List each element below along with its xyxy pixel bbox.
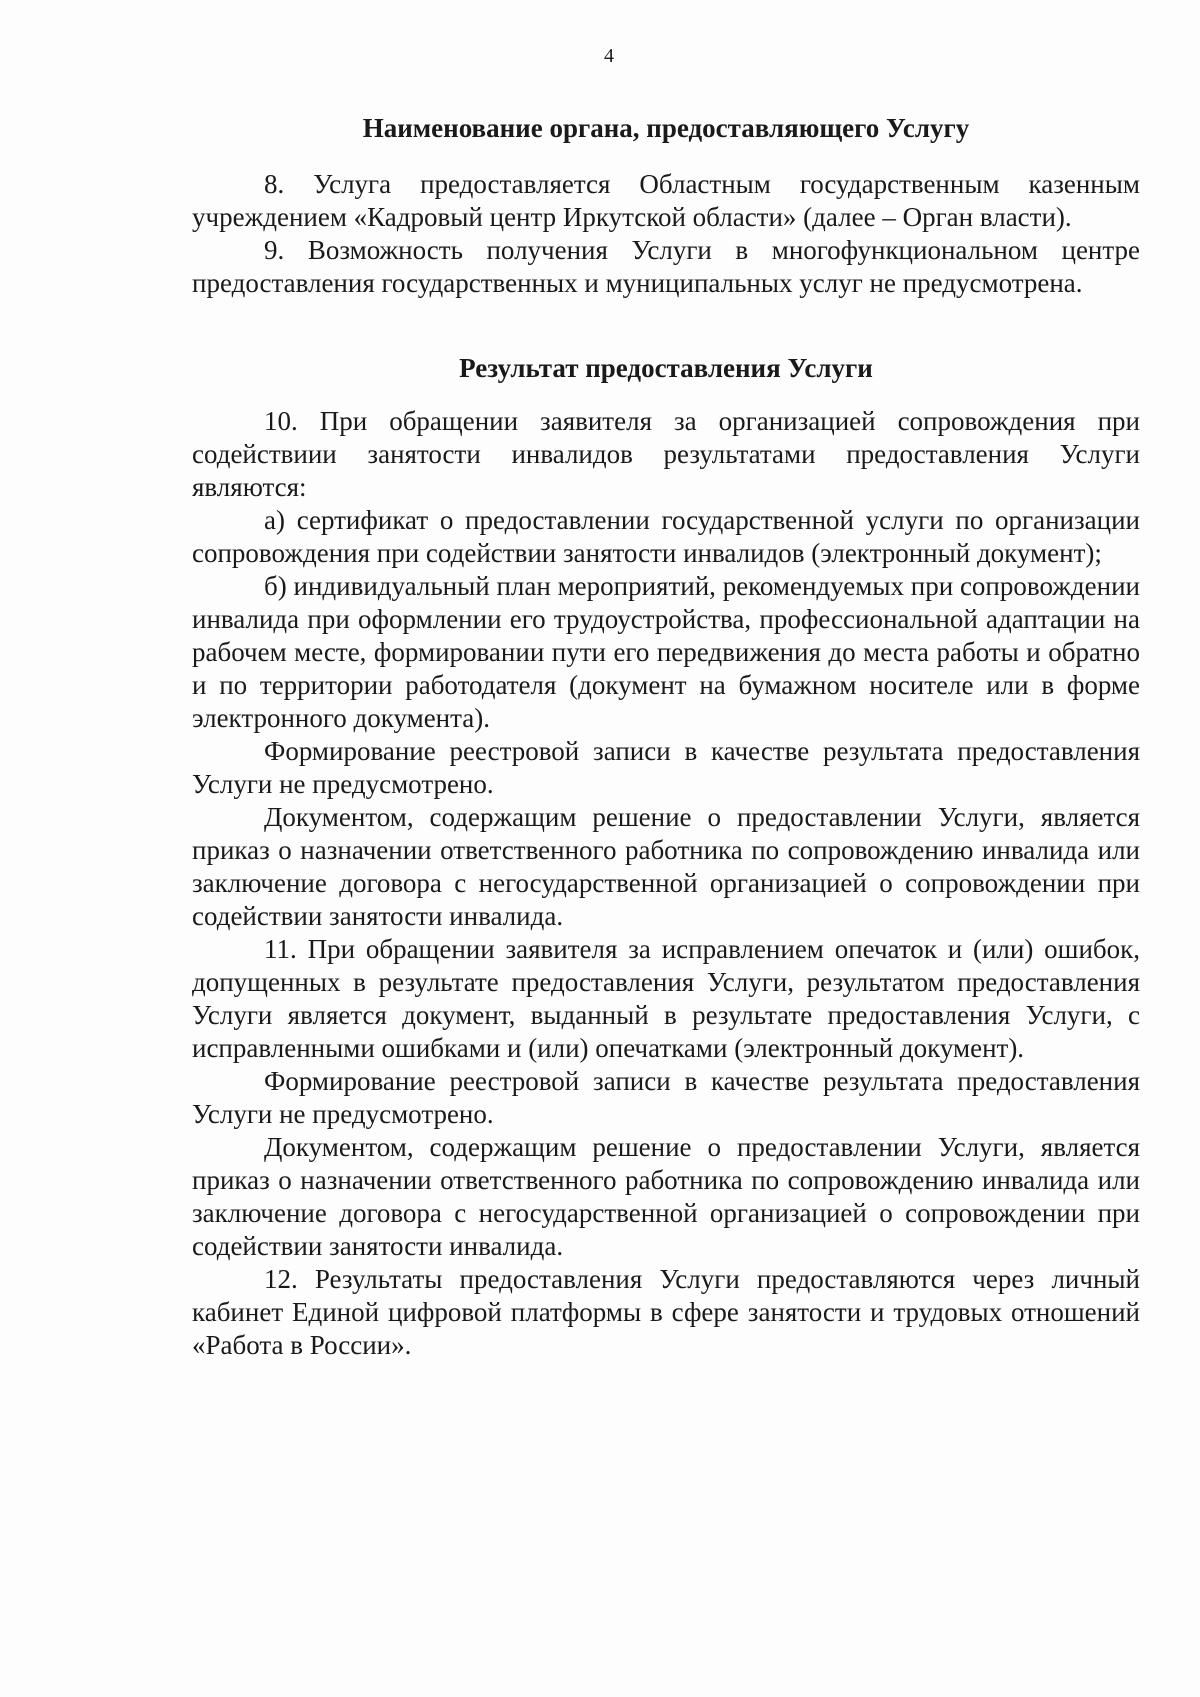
document-body xyxy=(192,112,1140,1362)
paragraph-registry-note-1: Формирование реестровой записи в качестве результата предоставления Услуги не предусмотрено. xyxy=(192,736,1140,799)
paragraph-11: 11. При обращении заявителя за исправлением опечаток и (или) ошибок, допущенных в результате предоставления Услуги, результатом предоставления Услуги является документ, выданный в результате предоставления Услуги, с исправленными ошибками и (или) опечатками (электронный документ). xyxy=(192,934,1140,1063)
paragraph-registry-note-2: Формирование реестровой записи в качестве результата предоставления Услуги не предусмотрено. xyxy=(192,1066,1140,1129)
paragraph-10-a: а) сертификат о предоставлении государственной услуги по организации сопровождения при содействии занятости инвалидов (электронный документ); xyxy=(192,505,1140,568)
paragraph-12: 12. Результаты предоставления Услуги предоставляются через личный кабинет Единой цифровой платформы в сфере занятости и трудовых отношений «Работа в России». xyxy=(192,1264,1140,1360)
paragraph-8: 8. Услуга предоставляется Областным государственным казенным учреждением «Кадровый центр Иркутской области» (далее – Орган власти). xyxy=(192,169,1140,232)
paragraph-9: 9. Возможность получения Услуги в многофункциональном центре предоставления государственных и муниципальных услуг не предусмотрена. xyxy=(192,235,1140,298)
page-number: 4 xyxy=(604,45,614,67)
paragraph-decision-document-2: Документом, содержащим решение о предоставлении Услуги, является приказ о назначении ответственного работника по сопровождению инвалида или заключение договора с негосударственной организацией о сопровождении при содействии занятости инвалида. xyxy=(192,1132,1140,1261)
paragraph-10: 10. При обращении заявителя за организацией сопровождения при содействиии занятости инвалидов результатами предоставления Услуги являются: xyxy=(192,406,1140,502)
section-heading-result: Результат предоставления Услуги xyxy=(459,353,873,383)
section-heading-authority: Наименование органа, предоставляющего Услугу xyxy=(362,113,970,143)
paragraph-decision-document-1: Документом, содержащим решение о предоставлении Услуги, является приказ о назначении ответственного работника по сопровождению инвалида или заключение договора с негосударственной организацией о сопровождении при содействии занятости инвалида. xyxy=(192,802,1140,931)
paragraph-10-b: б) индивидуальный план мероприятий, рекомендуемых при сопровождении инвалида при оформлении его трудоустройства, профессиональной адаптации на рабочем месте, формировании пути его передвижения до места работы и обратно и по территории работодателя (документ на бумажном носителе или в форме электронного документа). xyxy=(192,571,1140,733)
